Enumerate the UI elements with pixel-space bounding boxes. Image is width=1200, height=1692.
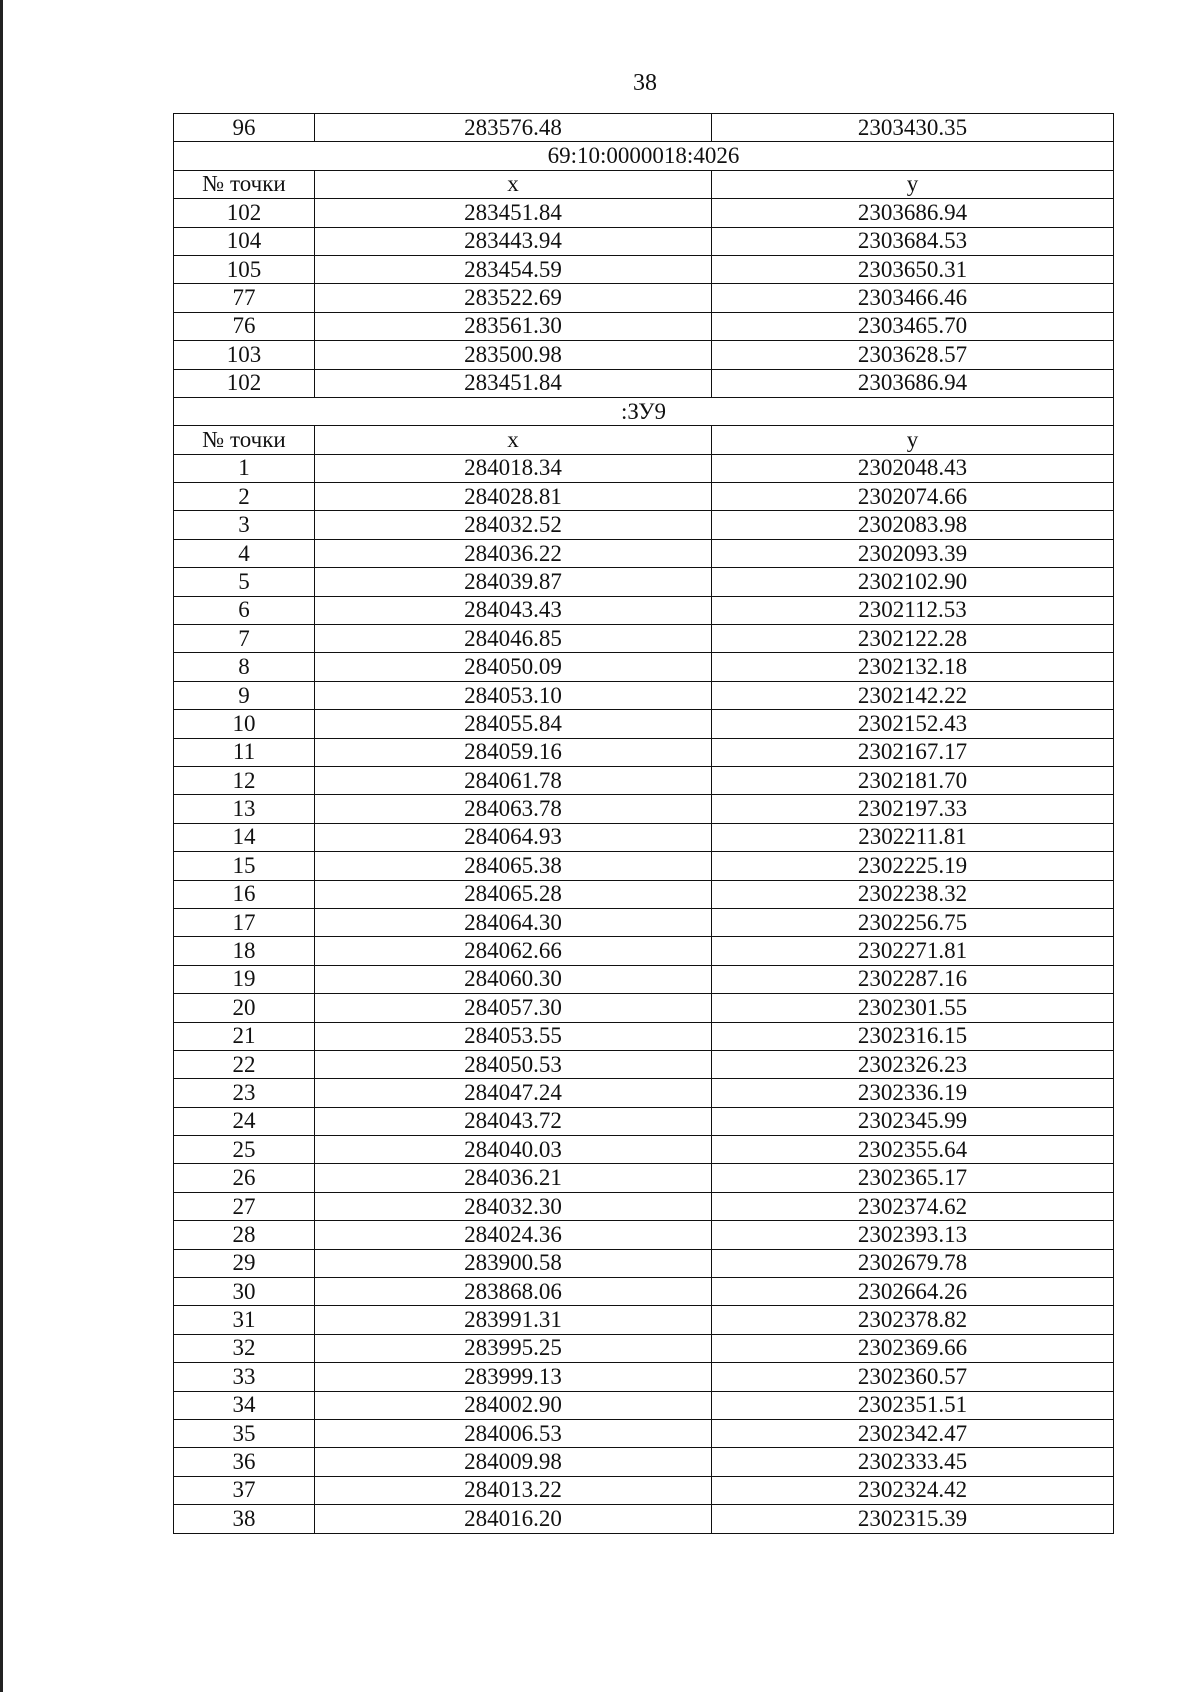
x-coordinate-cell: x xyxy=(315,170,712,198)
x-coordinate-cell: 283900.58 xyxy=(315,1249,712,1277)
y-coordinate-cell: 2302093.39 xyxy=(712,539,1114,567)
table-row xyxy=(174,1192,1114,1220)
table-row xyxy=(174,1136,1114,1164)
point-number-cell: 38 xyxy=(174,1505,315,1533)
table-row xyxy=(174,738,1114,766)
table-row xyxy=(174,1448,1114,1476)
x-coordinate-cell: 284039.87 xyxy=(315,568,712,596)
y-coordinate-cell: 2302074.66 xyxy=(712,483,1114,511)
y-coordinate-cell: 2303686.94 xyxy=(712,369,1114,397)
y-coordinate-cell: 2302122.28 xyxy=(712,625,1114,653)
table-header-row xyxy=(174,170,1114,198)
table-row xyxy=(174,341,1114,369)
point-number-cell: 17 xyxy=(174,908,315,936)
x-coordinate-cell: 283451.84 xyxy=(315,199,712,227)
y-coordinate-cell: 2303628.57 xyxy=(712,341,1114,369)
table-row xyxy=(174,625,1114,653)
table-row xyxy=(174,284,1114,312)
point-number-cell: 8 xyxy=(174,653,315,681)
point-number-cell: 1 xyxy=(174,454,315,482)
table-row xyxy=(174,1391,1114,1419)
table-row xyxy=(174,965,1114,993)
point-number-cell: 30 xyxy=(174,1278,315,1306)
table-row xyxy=(174,681,1114,709)
point-number-cell: 11 xyxy=(174,738,315,766)
y-coordinate-cell: 2302271.81 xyxy=(712,937,1114,965)
x-coordinate-cell: 284064.30 xyxy=(315,908,712,936)
x-coordinate-cell: 283995.25 xyxy=(315,1334,712,1362)
x-coordinate-cell: 284059.16 xyxy=(315,738,712,766)
table-row xyxy=(174,1221,1114,1249)
point-number-cell: 5 xyxy=(174,568,315,596)
x-coordinate-cell: 284050.09 xyxy=(315,653,712,681)
table-row xyxy=(174,199,1114,227)
table-row xyxy=(174,795,1114,823)
table-row xyxy=(174,369,1114,397)
y-coordinate-cell: 2302301.55 xyxy=(712,994,1114,1022)
x-coordinate-cell: 284064.93 xyxy=(315,823,712,851)
x-coordinate-cell: 284040.03 xyxy=(315,1136,712,1164)
y-coordinate-cell: 2302664.26 xyxy=(712,1278,1114,1306)
x-coordinate-cell: 283451.84 xyxy=(315,369,712,397)
table-row xyxy=(174,1079,1114,1107)
y-coordinate-cell: 2302679.78 xyxy=(712,1249,1114,1277)
y-coordinate-cell: 2303466.46 xyxy=(712,284,1114,312)
y-coordinate-cell: 2302326.23 xyxy=(712,1050,1114,1078)
table-row xyxy=(174,1278,1114,1306)
scan-edge-line xyxy=(0,0,3,1692)
x-coordinate-cell: 284053.55 xyxy=(315,1022,712,1050)
x-coordinate-cell: 283999.13 xyxy=(315,1363,712,1391)
table-row xyxy=(174,908,1114,936)
x-coordinate-cell: 284024.36 xyxy=(315,1221,712,1249)
y-coordinate-cell: 2302152.43 xyxy=(712,710,1114,738)
point-number-cell: 36 xyxy=(174,1448,315,1476)
table-row xyxy=(174,1306,1114,1334)
y-coordinate-cell: 2302112.53 xyxy=(712,596,1114,624)
x-coordinate-cell: 284036.21 xyxy=(315,1164,712,1192)
x-coordinate-cell: 283522.69 xyxy=(315,284,712,312)
x-coordinate-cell: 284062.66 xyxy=(315,937,712,965)
y-coordinate-cell: 2302324.42 xyxy=(712,1476,1114,1504)
table-row xyxy=(174,1107,1114,1135)
table-row xyxy=(174,1419,1114,1447)
y-coordinate-cell: 2302238.32 xyxy=(712,880,1114,908)
x-coordinate-cell: 283500.98 xyxy=(315,341,712,369)
point-number-cell: 13 xyxy=(174,795,315,823)
y-coordinate-cell: 2302197.33 xyxy=(712,795,1114,823)
table-row xyxy=(174,937,1114,965)
y-coordinate-cell: 2302181.70 xyxy=(712,766,1114,794)
point-number-cell: 9 xyxy=(174,681,315,709)
y-coordinate-cell: 2303465.70 xyxy=(712,312,1114,340)
x-coordinate-cell: 283443.94 xyxy=(315,227,712,255)
y-coordinate-cell: 2303686.94 xyxy=(712,199,1114,227)
y-coordinate-cell: 2302369.66 xyxy=(712,1334,1114,1362)
x-coordinate-cell: 283991.31 xyxy=(315,1306,712,1334)
y-coordinate-cell: y xyxy=(712,170,1114,198)
y-coordinate-cell: 2302378.82 xyxy=(712,1306,1114,1334)
point-number-cell: № точки xyxy=(174,170,315,198)
point-number-cell: 12 xyxy=(174,766,315,794)
x-coordinate-cell: 284032.52 xyxy=(315,511,712,539)
y-coordinate-cell: 2302345.99 xyxy=(712,1107,1114,1135)
y-coordinate-cell: 2302102.90 xyxy=(712,568,1114,596)
x-coordinate-cell: 284043.43 xyxy=(315,596,712,624)
x-coordinate-cell: 283454.59 xyxy=(315,255,712,283)
y-coordinate-cell: 2302083.98 xyxy=(712,511,1114,539)
y-coordinate-cell: 2302333.45 xyxy=(712,1448,1114,1476)
point-number-cell: 76 xyxy=(174,312,315,340)
table-row xyxy=(174,880,1114,908)
x-coordinate-cell: 284065.28 xyxy=(315,880,712,908)
point-number-cell: 24 xyxy=(174,1107,315,1135)
point-number-cell: 20 xyxy=(174,994,315,1022)
table-row xyxy=(174,114,1114,142)
table-row xyxy=(174,1476,1114,1504)
point-number-cell: 77 xyxy=(174,284,315,312)
table-row xyxy=(174,1363,1114,1391)
table-row xyxy=(174,710,1114,738)
table-row xyxy=(174,994,1114,1022)
y-coordinate-cell: 2302374.62 xyxy=(712,1192,1114,1220)
point-number-cell: 96 xyxy=(174,114,315,142)
y-coordinate-cell: 2302316.15 xyxy=(712,1022,1114,1050)
table-row xyxy=(174,1164,1114,1192)
point-number-cell: 10 xyxy=(174,710,315,738)
table-row xyxy=(174,511,1114,539)
point-number-cell: № точки xyxy=(174,426,315,454)
point-number-cell: 2 xyxy=(174,483,315,511)
x-coordinate-cell: x xyxy=(315,426,712,454)
x-coordinate-cell: 284046.85 xyxy=(315,625,712,653)
x-coordinate-cell: 284002.90 xyxy=(315,1391,712,1419)
table-row xyxy=(174,227,1114,255)
y-coordinate-cell: 2303430.35 xyxy=(712,114,1114,142)
y-coordinate-cell: 2302287.16 xyxy=(712,965,1114,993)
y-coordinate-cell: 2302342.47 xyxy=(712,1419,1114,1447)
point-number-cell: 6 xyxy=(174,596,315,624)
x-coordinate-cell: 284018.34 xyxy=(315,454,712,482)
section-title-row xyxy=(174,397,1114,425)
point-number-cell: 26 xyxy=(174,1164,315,1192)
table-row xyxy=(174,1334,1114,1362)
table-row xyxy=(174,483,1114,511)
table-row xyxy=(174,255,1114,283)
point-number-cell: 105 xyxy=(174,255,315,283)
table-row xyxy=(174,766,1114,794)
point-number-cell: 29 xyxy=(174,1249,315,1277)
x-coordinate-cell: 284028.81 xyxy=(315,483,712,511)
x-coordinate-cell: 284063.78 xyxy=(315,795,712,823)
table-row xyxy=(174,1050,1114,1078)
x-coordinate-cell: 283576.48 xyxy=(315,114,712,142)
point-number-cell: 14 xyxy=(174,823,315,851)
point-number-cell: 102 xyxy=(174,199,315,227)
x-coordinate-cell: 284061.78 xyxy=(315,766,712,794)
x-coordinate-cell: 284043.72 xyxy=(315,1107,712,1135)
point-number-cell: 16 xyxy=(174,880,315,908)
y-coordinate-cell: 2302132.18 xyxy=(712,653,1114,681)
point-number-cell: 37 xyxy=(174,1476,315,1504)
table-row xyxy=(174,1505,1114,1533)
x-coordinate-cell: 283561.30 xyxy=(315,312,712,340)
point-number-cell: 104 xyxy=(174,227,315,255)
point-number-cell: 33 xyxy=(174,1363,315,1391)
y-coordinate-cell: 2302315.39 xyxy=(712,1505,1114,1533)
table-row xyxy=(174,1249,1114,1277)
y-coordinate-cell: 2303684.53 xyxy=(712,227,1114,255)
y-coordinate-cell: 2302142.22 xyxy=(712,681,1114,709)
coordinates-table-body xyxy=(174,114,1114,1534)
point-number-cell: 102 xyxy=(174,369,315,397)
table-row xyxy=(174,568,1114,596)
point-number-cell: 35 xyxy=(174,1419,315,1447)
point-number-cell: 23 xyxy=(174,1079,315,1107)
table-row xyxy=(174,653,1114,681)
point-number-cell: 32 xyxy=(174,1334,315,1362)
coordinates-table xyxy=(173,113,1114,1534)
table-header-row xyxy=(174,426,1114,454)
point-number-cell: 18 xyxy=(174,937,315,965)
point-number-cell: 21 xyxy=(174,1022,315,1050)
page-number: 38 xyxy=(633,70,657,96)
table-row xyxy=(174,454,1114,482)
x-coordinate-cell: 283868.06 xyxy=(315,1278,712,1306)
point-number-cell: 34 xyxy=(174,1391,315,1419)
y-coordinate-cell: 2302351.51 xyxy=(712,1391,1114,1419)
y-coordinate-cell: 2302048.43 xyxy=(712,454,1114,482)
table-row xyxy=(174,852,1114,880)
y-coordinate-cell: 2303650.31 xyxy=(712,255,1114,283)
x-coordinate-cell: 284065.38 xyxy=(315,852,712,880)
x-coordinate-cell: 284060.30 xyxy=(315,965,712,993)
point-number-cell: 28 xyxy=(174,1221,315,1249)
point-number-cell: 19 xyxy=(174,965,315,993)
section-title: 69:10:0000018:4026 xyxy=(174,142,1114,170)
x-coordinate-cell: 284013.22 xyxy=(315,1476,712,1504)
point-number-cell: 7 xyxy=(174,625,315,653)
y-coordinate-cell: 2302167.17 xyxy=(712,738,1114,766)
table-row xyxy=(174,312,1114,340)
y-coordinate-cell: 2302336.19 xyxy=(712,1079,1114,1107)
section-title: :ЗУ9 xyxy=(174,397,1114,425)
x-coordinate-cell: 284047.24 xyxy=(315,1079,712,1107)
y-coordinate-cell: 2302355.64 xyxy=(712,1136,1114,1164)
y-coordinate-cell: 2302365.17 xyxy=(712,1164,1114,1192)
y-coordinate-cell: y xyxy=(712,426,1114,454)
point-number-cell: 31 xyxy=(174,1306,315,1334)
y-coordinate-cell: 2302225.19 xyxy=(712,852,1114,880)
table-row xyxy=(174,1022,1114,1050)
table-row xyxy=(174,823,1114,851)
section-title-row xyxy=(174,142,1114,170)
x-coordinate-cell: 284032.30 xyxy=(315,1192,712,1220)
y-coordinate-cell: 2302256.75 xyxy=(712,908,1114,936)
x-coordinate-cell: 284016.20 xyxy=(315,1505,712,1533)
point-number-cell: 25 xyxy=(174,1136,315,1164)
table-row xyxy=(174,596,1114,624)
x-coordinate-cell: 284057.30 xyxy=(315,994,712,1022)
x-coordinate-cell: 284055.84 xyxy=(315,710,712,738)
point-number-cell: 27 xyxy=(174,1192,315,1220)
x-coordinate-cell: 284050.53 xyxy=(315,1050,712,1078)
table-row xyxy=(174,539,1114,567)
x-coordinate-cell: 284009.98 xyxy=(315,1448,712,1476)
point-number-cell: 22 xyxy=(174,1050,315,1078)
point-number-cell: 3 xyxy=(174,511,315,539)
x-coordinate-cell: 284036.22 xyxy=(315,539,712,567)
point-number-cell: 103 xyxy=(174,341,315,369)
point-number-cell: 4 xyxy=(174,539,315,567)
y-coordinate-cell: 2302360.57 xyxy=(712,1363,1114,1391)
x-coordinate-cell: 284053.10 xyxy=(315,681,712,709)
point-number-cell: 15 xyxy=(174,852,315,880)
y-coordinate-cell: 2302211.81 xyxy=(712,823,1114,851)
y-coordinate-cell: 2302393.13 xyxy=(712,1221,1114,1249)
x-coordinate-cell: 284006.53 xyxy=(315,1419,712,1447)
